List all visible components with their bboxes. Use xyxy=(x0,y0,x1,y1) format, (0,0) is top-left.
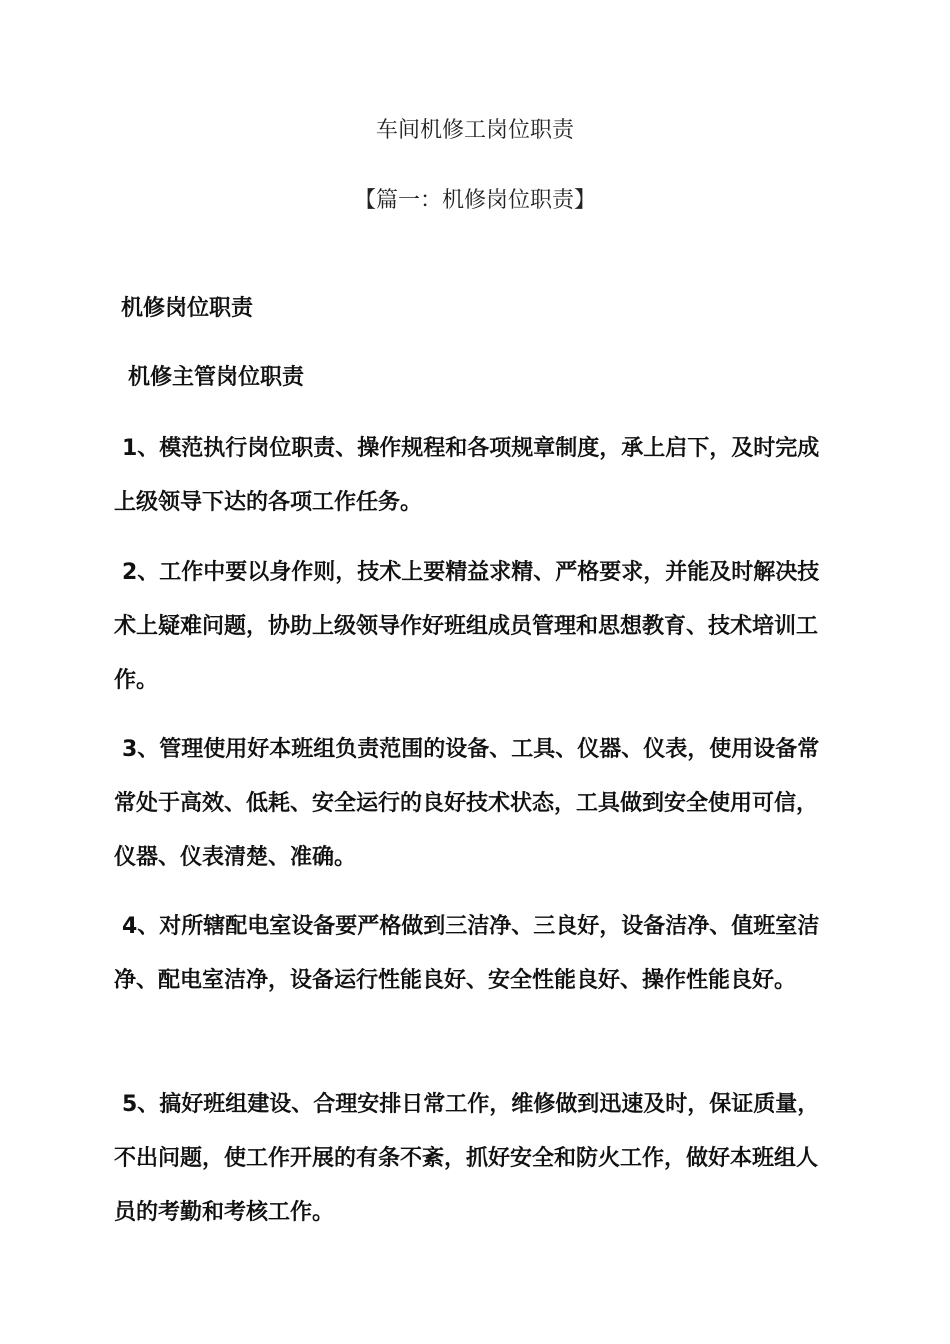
document-subtitle: 【篇一：机修岗位职责】 xyxy=(353,188,596,213)
duty-item-3: 3、管理使用好本班组负责范围的设备、工具、仪器、仪表，使用设备常常处于高效、低耗、安全运行的良好技术状态，工具做到安全使用可信，仪器、仪表清楚、准确。 xyxy=(114,737,820,870)
duty-item-4: 4、对所辖配电室设备要严格做到三洁净、三良好，设备洁净、值班室洁净、配电室洁净，设备运行性能良好、安全性能良好、操作性能良好。 xyxy=(114,914,820,993)
subsection-heading: 机修主管岗位职责 xyxy=(128,365,305,390)
duty-item-2: 2、工作中要以身作则，技术上要精益求精、严格要求，并能及时解决技术上疑难问题，协助上级领导作好班组成员管理和思想教育、技术培训工作。 xyxy=(114,560,820,693)
document-title: 车间机修工岗位职责 xyxy=(375,118,574,143)
duty-item-5: 5、搞好班组建设、合理安排日常工作，维修做到迅速及时，保证质量，不出问题，使工作开展的有条不紊，抓好安全和防火工作，做好本班组人员的考勤和考核工作。 xyxy=(114,1092,820,1225)
section-heading: 机修岗位职责 xyxy=(121,296,254,321)
duty-item-1: 1、模范执行岗位职责、操作规程和各项规章制度，承上启下，及时完成上级领导下达的各项工作任务。 xyxy=(114,436,820,515)
